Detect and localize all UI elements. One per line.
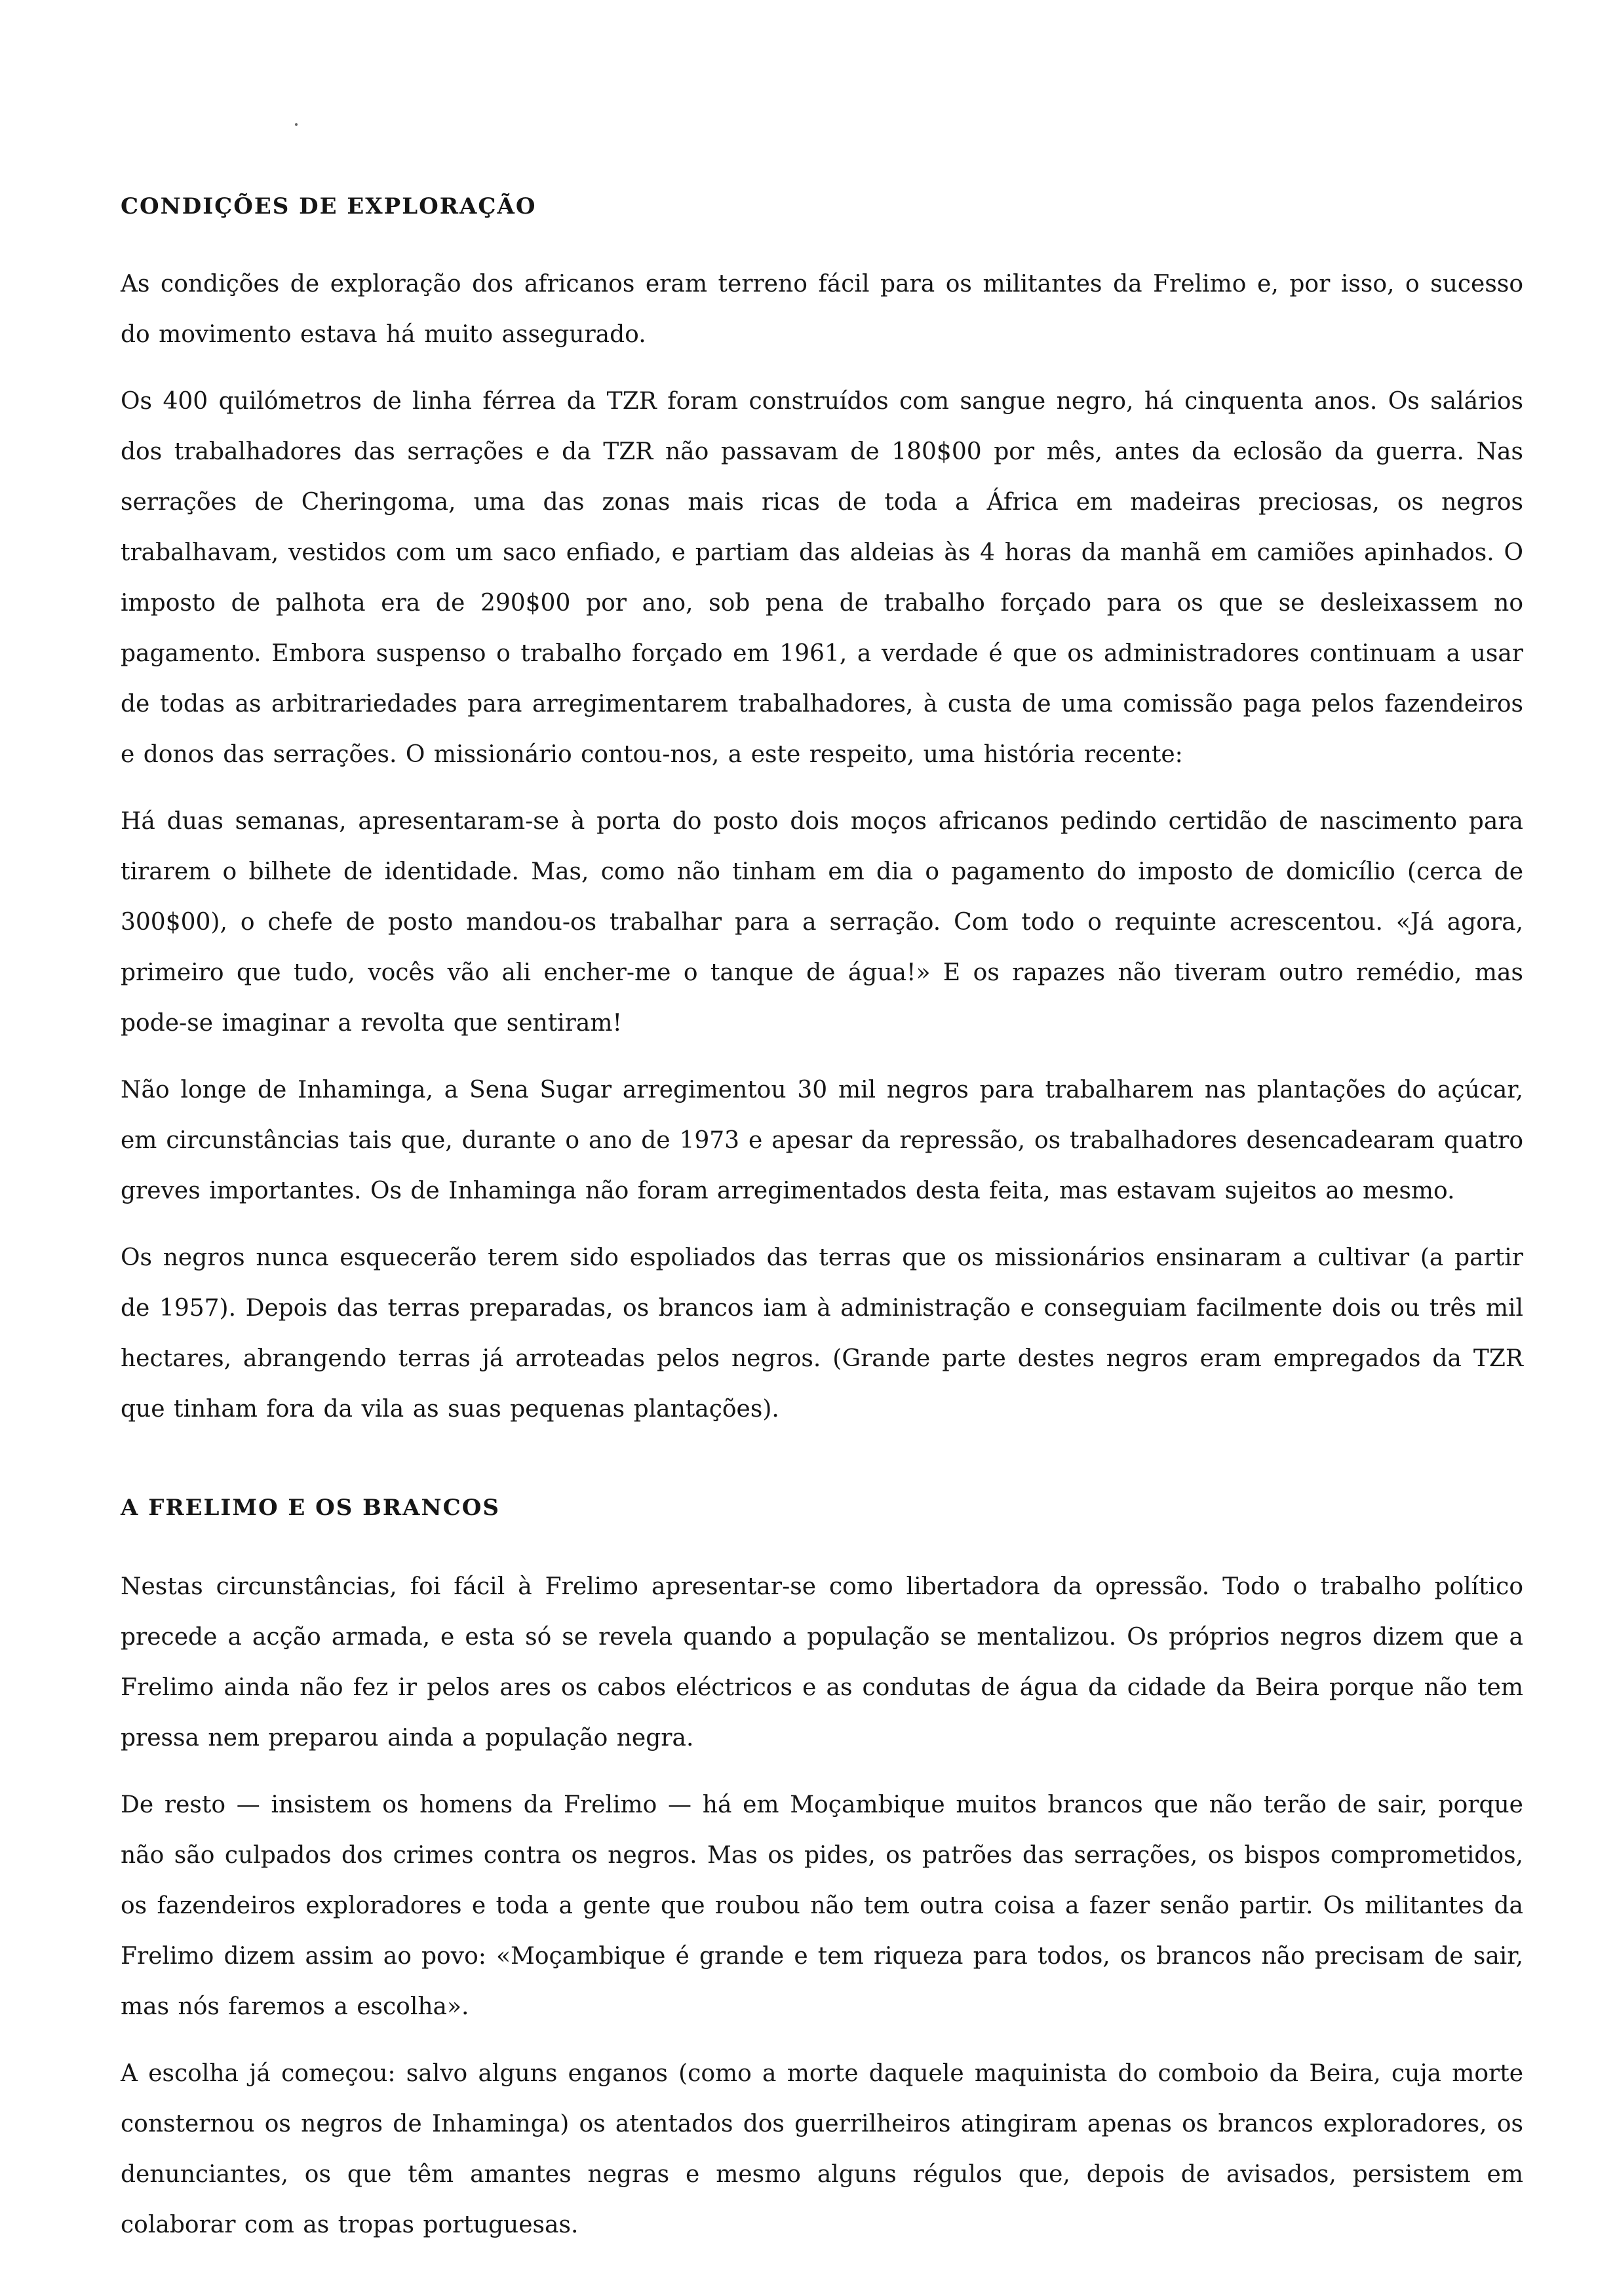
- document-body: [121, 187, 1523, 2267]
- paragraph: A escolha já começou: salvo alguns enganos (como a morte daquele maquinista do comboio da Beira, cuja morte consternou os negros de Inhaminga) os atentados dos guerrilheiros atingiram apenas os brancos exploradores, os denunciantes, os que têm amantes negras e mesmo alguns régulos que, depois de avisados, persistem em colaborar com as tropas portuguesas.: [121, 2060, 1523, 2238]
- section-frelimo-e-os-brancos: [121, 1488, 1523, 2250]
- section-heading: A FRELIMO E OS BRANCOS: [121, 1495, 500, 1521]
- paragraph: Os 400 quilómetros de linha férrea da TZR foram construídos com sangue negro, há cinquenta anos. Os salários dos trabalhadores das serrações e da TZR não passavam de 180$00 por mês, antes da eclosão da guerra. Nas serrações de Cheringoma, uma das zonas mais ricas de toda a África em madeiras preciosas, os negros trabalhavam, vestidos com um saco enfiado, e partiam das aldeias às 4 horas da manhã em camiões apinhados. O imposto de palhota era de 290$00 por ano, sob pena de trabalho forçado para os que se desleixassem no pagamento. Embora suspenso o trabalho forçado em 1961, a verdade é que os administradores continuam a usar de todas as arbitrariedades para arregimentarem trabalhadores, à custa de uma comissão paga pelos fazendeiros e donos das serrações. O missionário contou-nos, a este respeito, uma história recente:: [121, 388, 1523, 768]
- paragraph: De resto — insistem os homens da Frelimo — há em Moçambique muitos brancos que não terão de sair, porque não são culpados dos crimes contra os negros. Mas os pides, os patrões das serrações, os bispos comprometidos, os fazendeiros exploradores e toda a gente que roubou não tem outra coisa a fazer senão partir. Os militantes da Frelimo dizem assim ao povo: «Moçambique é grande e tem riqueza para todos, os brancos não precisam de sair, mas nós faremos a escolha».: [121, 1791, 1523, 2020]
- section-condicoes-de-exploracao: [121, 187, 1523, 1434]
- scan-speck: [295, 123, 298, 126]
- paragraph: Nestas circunstâncias, foi fácil à Frelimo apresentar-se como libertadora da opressão. Todo o trabalho político precede a acção armada, e esta só se revela quando a população se mentalizou. Os próprios negros dizem que a Frelimo ainda não fez ir pelos ares os cabos eléctricos e as condutas de água da cidade da Beira porque não tem pressa nem preparou ainda a população negra.: [121, 1573, 1523, 1751]
- section-heading: CONDIÇÕES DE EXPLORAÇÃO: [121, 193, 537, 220]
- paragraph: Os negros nunca esquecerão terem sido espoliados das terras que os missionários ensinaram a cultivar (a partir de 1957). Depois das terras preparadas, os brancos iam à administração e conseguiam facilmente dois ou três mil hectares, abrangendo terras já arroteadas pelos negros. (Grande parte destes negros eram empregados da TZR que tinham fora da vila as suas pequenas plantações).: [121, 1244, 1523, 1423]
- paragraph: Há duas semanas, apresentaram-se à porta do posto dois moços africanos pedindo certidão de nascimento para tirarem o bilhete de identidade. Mas, como não tinham em dia o pagamento do imposto de domicílio (cerca de 300$00), o chefe de posto mandou-os trabalhar para a serração. Com todo o requinte acrescentou. «Já agora, primeiro que tudo, vocês vão ali encher-me o tanque de água!» E os rapazes não tiveram outro remédio, mas pode-se imaginar a revolta que sentiram!: [121, 808, 1523, 1037]
- paragraph: As condições de exploração dos africanos eram terreno fácil para os militantes da Frelimo e, por isso, o sucesso do movimento estava há muito assegurado.: [121, 271, 1523, 348]
- paragraph: Não longe de Inhaminga, a Sena Sugar arregimentou 30 mil negros para trabalharem nas plantações do açúcar, em circunstâncias tais que, durante o ano de 1973 e apesar da repressão, os trabalhadores desencadearam quatro greves importantes. Os de Inhaminga não foram arregimentados desta feita, mas estavam sujeitos ao mesmo.: [121, 1077, 1523, 1204]
